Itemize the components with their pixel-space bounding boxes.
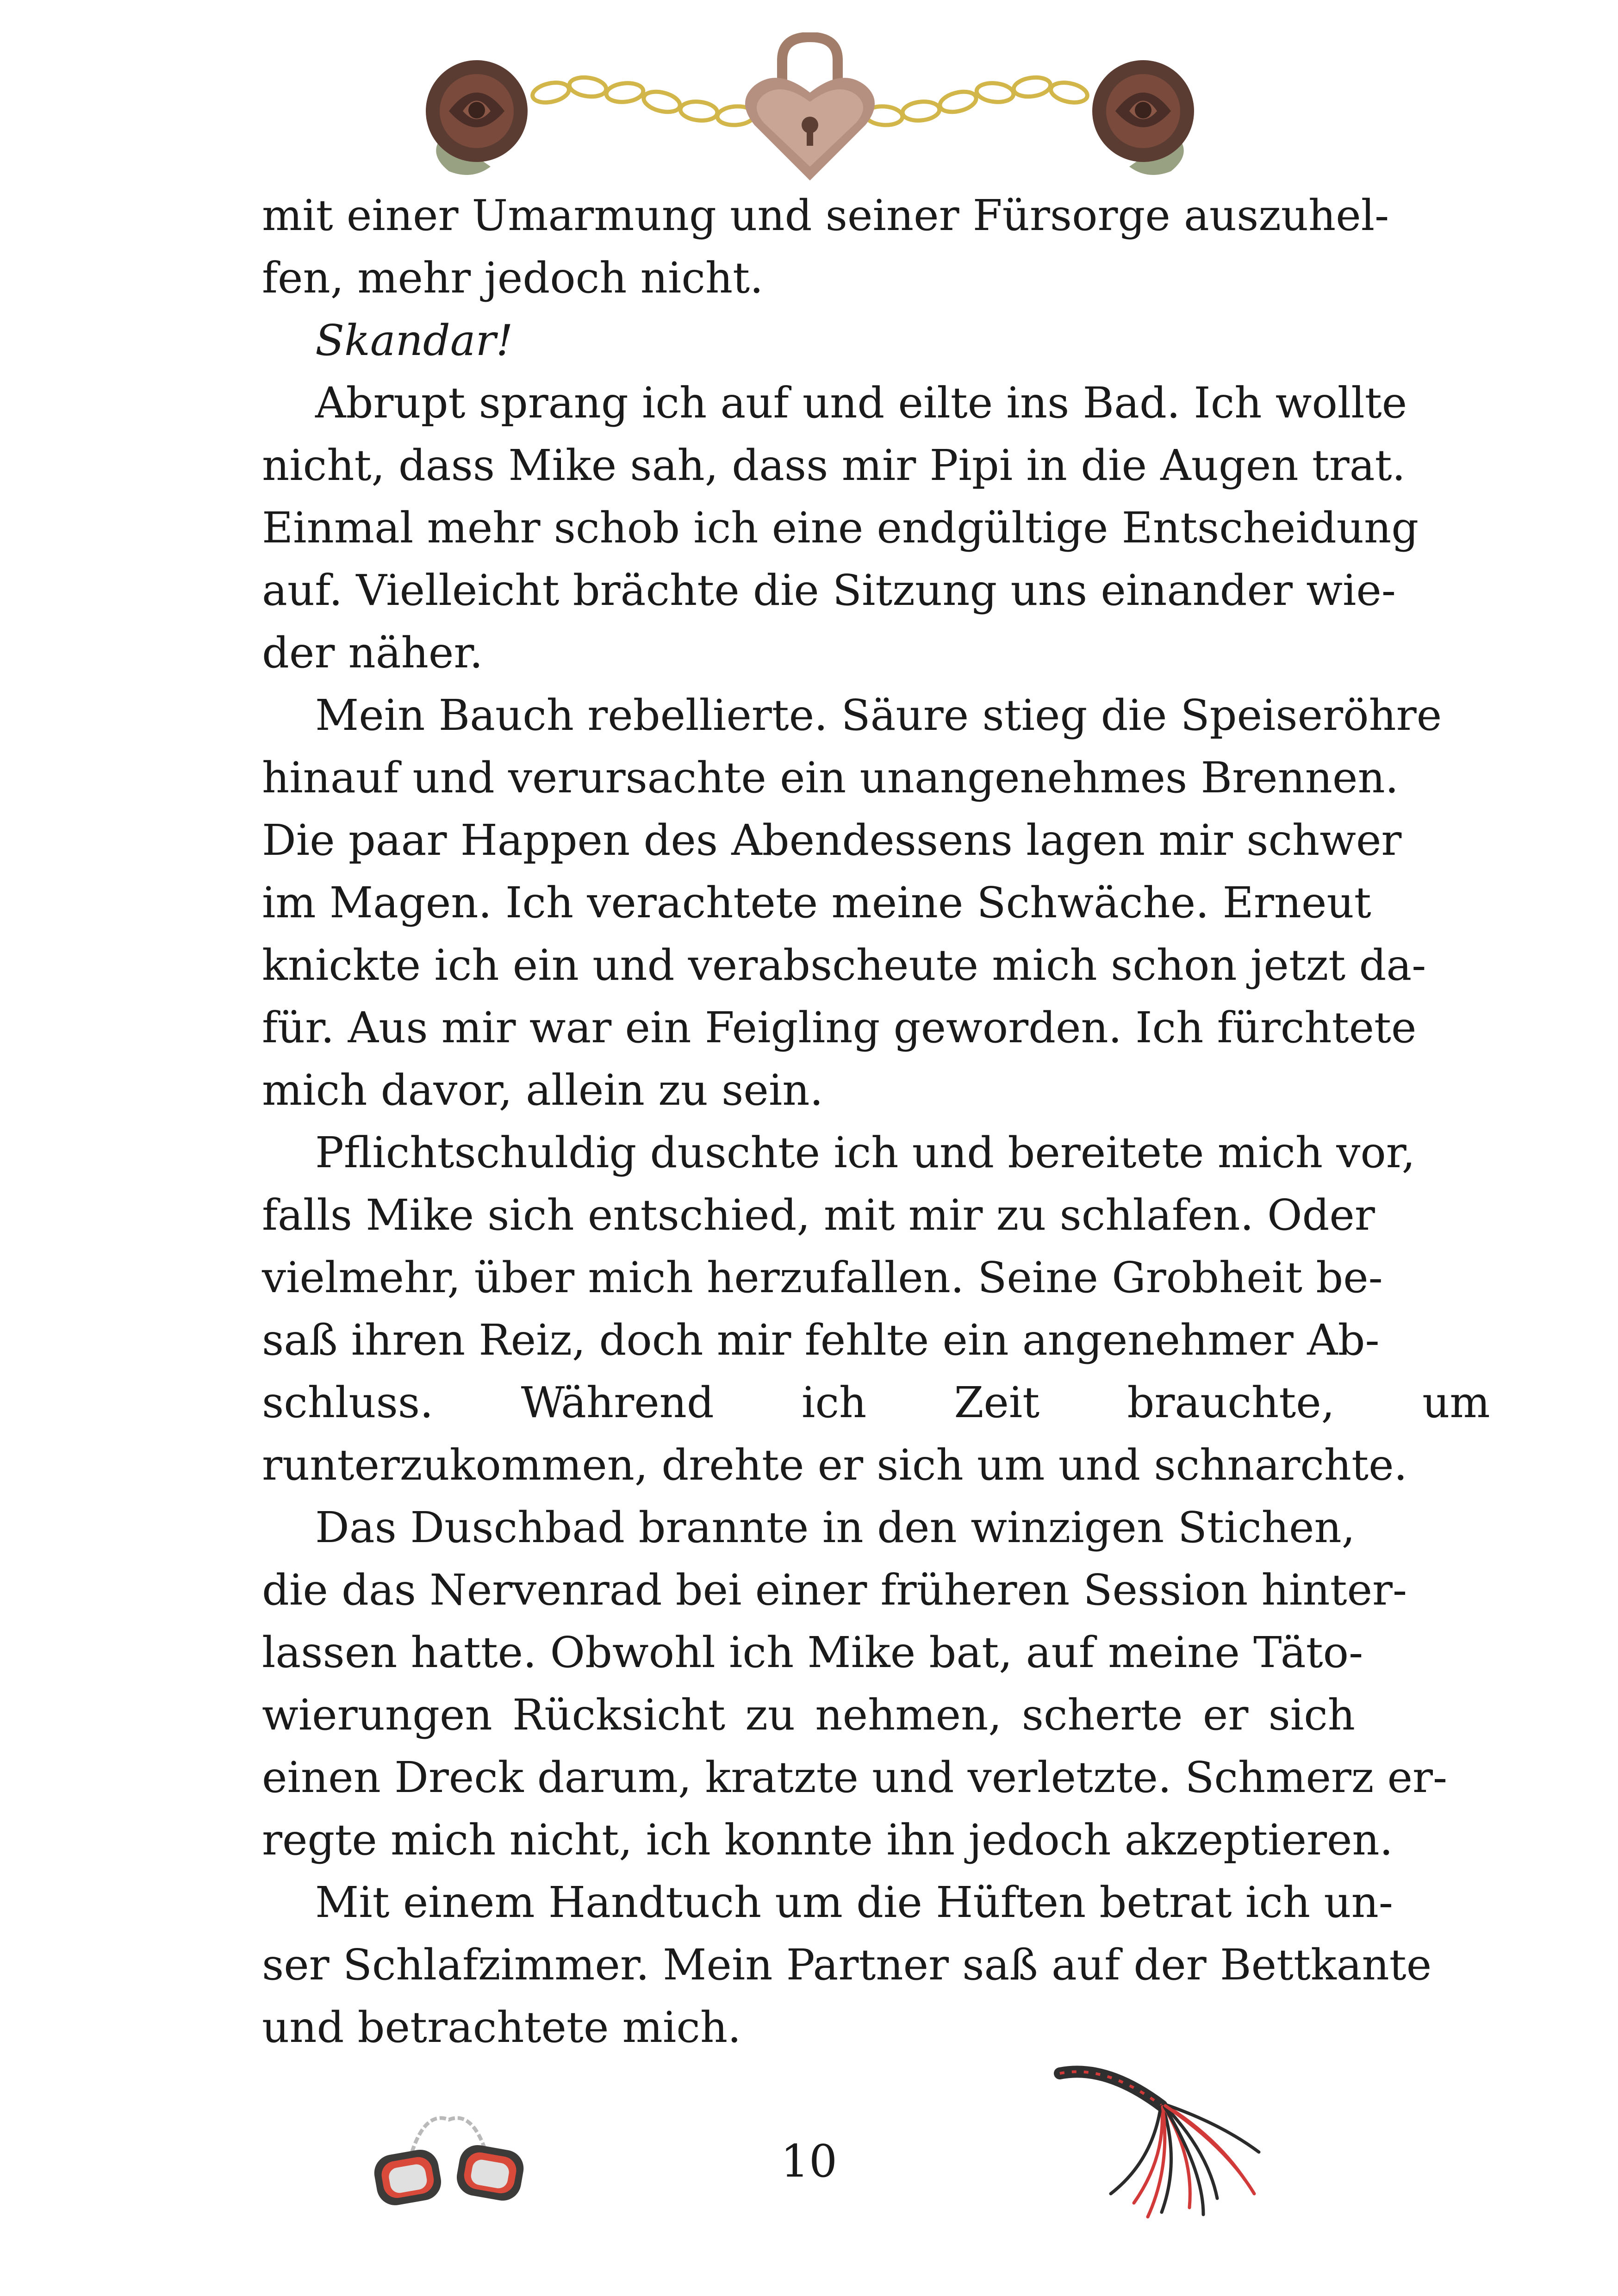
page-number: 10 (780, 2135, 838, 2187)
rose-left-icon (426, 60, 528, 175)
text-line: saß ihren Reiz, doch mir fehlte ein angenehmer Ab- (262, 1315, 1380, 1365)
text-line: vielmehr, über mich herzufallen. Seine Grobheit be- (262, 1253, 1383, 1302)
text-line: nicht, dass Mike sah, dass mir Pipi in die Augen trat. (262, 441, 1406, 490)
text-line: der näher. (262, 628, 483, 678)
text-line: auf. Vielleicht brächte die Sitzung uns einander wie- (262, 566, 1396, 615)
text-line: Abrupt sprang ich auf und eilte ins Bad. Ich wollte (315, 378, 1407, 428)
rose-right-icon (1092, 60, 1194, 175)
text-line: im Magen. Ich verachtete meine Schwäche. Erneut (262, 878, 1371, 927)
flogger-icon (1041, 2055, 1273, 2221)
text-line: und betrachtete mich. (262, 2003, 741, 2052)
text-line: Mit einem Handtuch um die Hüften betrat ich un- (315, 1878, 1393, 1927)
text-line: hinauf und verursachte ein unangenehmes Brennen. (262, 753, 1399, 803)
text-line: wierungen Rücksicht zu nehmen, scherte er sich (262, 1690, 1355, 1740)
text-line: Pflichtschuldig duschte ich und bereitete mich vor, (315, 1128, 1415, 1177)
text-line: Mein Bauch rebellierte. Säure stieg die Speiseröhre (315, 691, 1442, 740)
text-line: lassen hatte. Obwohl ich Mike bat, auf meine Täto- (262, 1628, 1363, 1677)
heart-padlock-icon (745, 37, 875, 180)
text-line: mich davor, allein zu sein. (262, 1065, 823, 1115)
body-text (262, 184, 1490, 2059)
text-line: fen, mehr jedoch nicht. (262, 253, 764, 303)
text-line: runterzukommen, drehte er sich um und schnarchte. (262, 1440, 1407, 1490)
text-line: Das Duschbad brannte in den winzigen Stichen, (315, 1503, 1355, 1552)
text-line: einen Dreck darum, kratzte und verletzte. Schmerz er- (262, 1753, 1448, 1802)
chain-right-icon (865, 75, 1089, 126)
text-line: mit einer Umarmung und seiner Fürsorge auszuhel- (262, 191, 1389, 240)
rose-padlock-chain-ornament (417, 32, 1203, 185)
chain-left-icon (531, 75, 755, 126)
text-line: Einmal mehr schob ich eine endgültige Entscheidung (262, 503, 1419, 553)
text-line: schluss. Während ich Zeit brauchte, um (262, 1378, 1490, 1427)
text-line: knickte ich ein und verabscheute mich schon jetzt da- (262, 940, 1426, 990)
text-line: Die paar Happen des Abendessens lagen mir schwer (262, 815, 1402, 865)
text-line: regte mich nicht, ich konnte ihn jedoch akzeptieren. (262, 1815, 1393, 1865)
text-line-italic: Skandar! (315, 316, 513, 365)
text-line: falls Mike sich entschied, mit mir zu schlafen. Oder (262, 1190, 1375, 1240)
text-line: ser Schlafzimmer. Mein Partner saß auf der Bettkante (262, 1940, 1432, 1990)
text-line: für. Aus mir war ein Feigling geworden. Ich fürchtete (262, 1003, 1417, 1052)
text-line: die das Nervenrad bei einer früheren Session hinter- (262, 1565, 1407, 1615)
